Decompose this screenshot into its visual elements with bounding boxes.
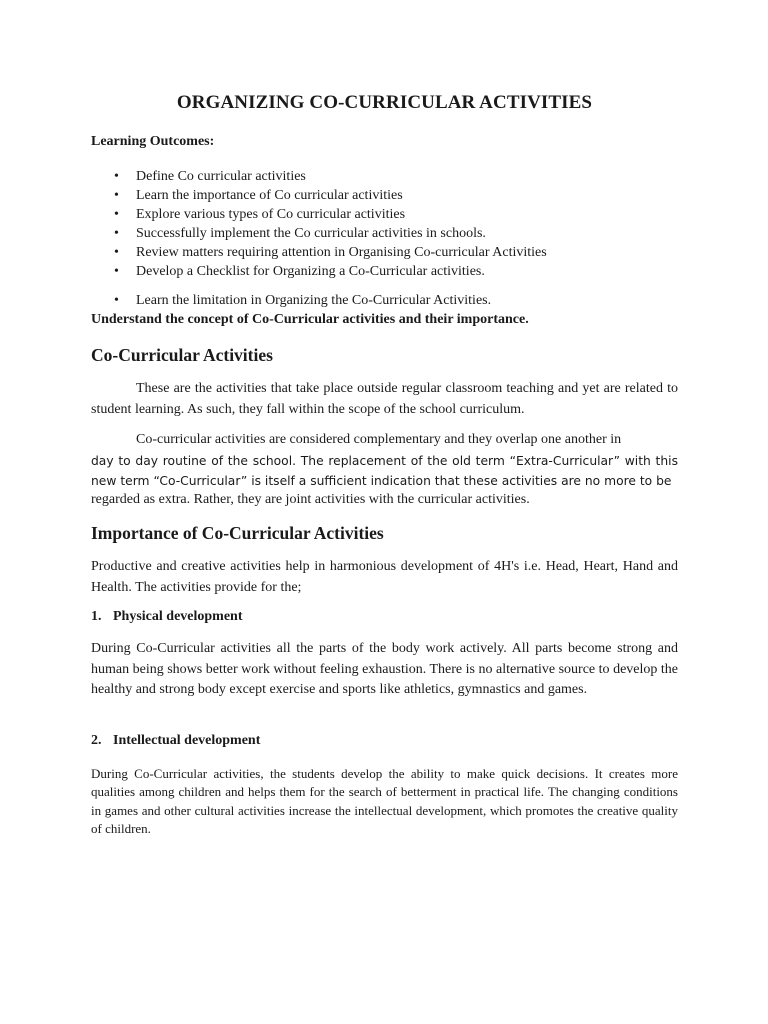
learning-outcomes-list [91, 167, 547, 281]
bullet-icon: • [114, 245, 119, 260]
list-item: • Explore various types of Co curricular activities [114, 207, 406, 222]
list-item: • Develop a Checklist for Organizing a Co-Curricular activities. [114, 264, 485, 279]
list-item: • Learn the limitation in Organizing the Co-Curricular Activities. [114, 293, 492, 308]
numbered-heading-physical: 1. Physical development [91, 609, 243, 624]
understand-statement: Understand the concept of Co-Curricular activities and their importance. [91, 312, 529, 327]
paragraph-definition: These are the activities that take place outside regular classroom teaching and yet are related to student learning. As such, they fall within the scope of the school curriculum. [91, 381, 678, 417]
paragraph-physical-development: During Co-Curricular activities all the parts of the body work actively. All parts become strong and human being shows better work without feeling exhaustion. There is no alternative source to develop the healthy and strong body except exercise and sports like athletics, gymnastics and games. [91, 641, 678, 697]
bullet-icon: • [114, 207, 119, 222]
learning-outcomes-list-extra [91, 291, 491, 310]
paragraph-importance-intro: Productive and creative activities help in harmonious development of 4H's i.e. Head, Heart, Hand and Health. The activities provide for the; [91, 559, 678, 595]
numbered-heading-intellectual: 2. Intellectual development [91, 733, 261, 748]
bullet-icon: • [114, 264, 119, 279]
paragraph-complementary-line1: Co-curricular activities are considered complementary and they overlap one another in [136, 432, 622, 447]
list-item: • Define Co curricular activities [114, 169, 306, 184]
paragraph-intellectual-development: During Co-Curricular activities, the students develop the ability to make quick decisions. It creates more qualities among children and helps them for the search of betterment in practical life. The changing conditions in games and other cultural activities increase the intellectual development, which promotes the creative quality of children. [91, 766, 678, 836]
learning-outcomes-heading: Learning Outcomes: [91, 134, 215, 149]
document-title: ORGANIZING CO-CURRICULAR ACTIVITIES [176, 92, 593, 113]
bullet-icon: • [114, 293, 119, 308]
list-item: • Successfully implement the Co curricular activities in schools. [114, 226, 486, 241]
item-number: 2. [91, 733, 102, 748]
list-item: • Learn the importance of Co curricular activities [114, 188, 403, 203]
list-item: • Review matters requiring attention in Organising Co-curricular Activities [114, 245, 547, 260]
section-heading-importance: Importance of Co-Curricular Activities [91, 523, 384, 543]
item-number: 1. [91, 609, 102, 624]
paragraph-complementary-line4: regarded as extra. Rather, they are joint activities with the curricular activities. [91, 492, 530, 507]
section-heading-co-curricular: Co-Curricular Activities [91, 345, 273, 365]
paragraph-complementary-lines2-3: day to day routine of the school. The replacement of the old term “Extra-Curricular” with this new term “Co-Curricular” is itself a sufficient indication that these activities are no more to be [91, 454, 678, 489]
bullet-icon: • [114, 169, 119, 184]
bullet-icon: • [114, 188, 119, 203]
bullet-icon: • [114, 226, 119, 241]
